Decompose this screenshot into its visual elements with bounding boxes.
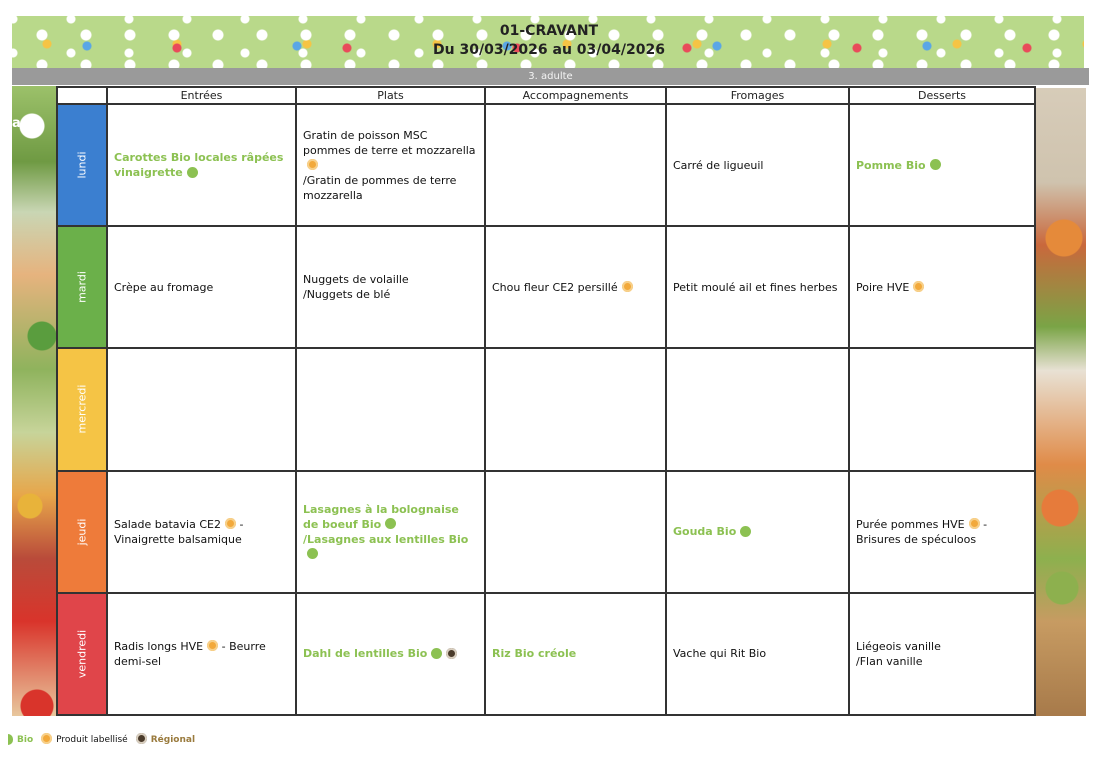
day-label-cell	[57, 104, 107, 226]
day-row-mercredi	[57, 348, 1035, 470]
dish-name: Nuggets de volaille	[303, 273, 409, 287]
day-label-cell	[57, 471, 107, 593]
menu-cell-plats	[296, 471, 485, 593]
dish-name: Carré de ligueuil	[673, 158, 764, 172]
menu-cell-entrees	[107, 593, 296, 715]
legend-regional: Régional	[150, 734, 196, 745]
menu-cell-desserts	[849, 348, 1035, 470]
date-range: Du 30/03/2026 au 03/04/2026	[433, 42, 665, 58]
menu-cell-entrees	[107, 471, 296, 593]
menu-cell-accompagnements	[485, 471, 666, 593]
dish-alternative-line	[303, 173, 478, 203]
dish-name: Carottes Bio locales râpées vinaigrette	[114, 151, 284, 180]
dish-line	[856, 639, 1028, 654]
menu-title	[0, 22, 1098, 60]
dish-name: Poire HVE	[856, 280, 910, 294]
dish-line	[492, 646, 659, 661]
column-header-accompagnements: Accompagnements	[485, 87, 666, 104]
menu-cell-plats	[296, 348, 485, 470]
bio-badge-icon	[740, 526, 751, 537]
menu-cell-plats	[296, 226, 485, 348]
dish-alternative-line	[856, 654, 1028, 669]
legend-label: Produit labellisé	[56, 734, 128, 745]
right-decoration-image	[1034, 88, 1086, 716]
dish-line	[673, 646, 842, 661]
dish-suffix: - Vinaigrette balsamique	[114, 517, 244, 546]
dish-line	[114, 280, 289, 295]
dish-name: Lasagnes à la bolognaise de boeuf Bio	[303, 502, 459, 531]
dish-name: Pomme Bio	[856, 158, 926, 172]
audience-bar: 3. adulte	[12, 68, 1089, 85]
day-row-mardi	[57, 226, 1035, 348]
day-row-lundi	[57, 104, 1035, 226]
dish-name: Vache qui Rit Bio	[673, 647, 767, 661]
menu-cell-accompagnements	[485, 348, 666, 470]
menu-cell-entrees	[107, 348, 296, 470]
day-label: mardi	[75, 271, 89, 304]
menu-table	[56, 86, 1036, 716]
label-badge-icon	[622, 281, 633, 292]
dish-name: Riz Bio créole	[492, 647, 577, 661]
dish-line	[492, 280, 659, 295]
label-badge-icon	[307, 159, 318, 170]
menu-cell-desserts	[849, 226, 1035, 348]
dish-name: Gratin de poisson MSC pommes de terre et mozzarella	[303, 128, 476, 157]
menu-cell-fromages	[666, 226, 849, 348]
dish-line	[303, 646, 478, 661]
dish-line	[114, 639, 289, 669]
menu-cell-fromages	[666, 593, 849, 715]
label-badge-icon	[969, 518, 980, 529]
menu-cell-fromages	[666, 348, 849, 470]
dish-name: Radis longs HVE	[114, 639, 204, 653]
label-badge-icon	[207, 640, 218, 651]
menu-cell-entrees	[107, 104, 296, 226]
dish-name: Chou fleur CE2 persillé	[492, 280, 618, 294]
site-name: 01-CRAVANT	[499, 23, 599, 39]
bio-badge-icon	[307, 548, 318, 559]
day-row-jeudi	[57, 471, 1035, 593]
regional-badge-icon	[446, 648, 457, 659]
legend-bio: Bio	[17, 734, 34, 745]
menu-cell-desserts	[849, 593, 1035, 715]
bio-badge-icon	[431, 648, 442, 659]
header-corner	[57, 87, 107, 104]
menu-cell-accompagnements	[485, 104, 666, 226]
dish-line	[856, 158, 1028, 173]
dish-line	[673, 524, 842, 539]
dish-name: Purée pommes HVE	[856, 517, 965, 531]
dish-suffix: - Beurre demi-sel	[114, 639, 266, 668]
menu-cell-desserts	[849, 471, 1035, 593]
menu-cell-plats	[296, 593, 485, 715]
brand-logo: api	[12, 116, 35, 131]
dish-line	[303, 272, 478, 287]
day-label: vendredi	[75, 629, 89, 679]
dish-name: Liégeois vanille	[856, 639, 941, 653]
dish-line	[114, 517, 289, 547]
dish-alternative-line	[303, 532, 478, 562]
day-label-cell	[57, 226, 107, 348]
menu-cell-desserts	[849, 104, 1035, 226]
bio-badge-icon	[187, 167, 198, 178]
bio-leaf-icon	[8, 734, 13, 745]
dish-name: Gouda Bio	[673, 525, 737, 539]
label-badge-icon	[41, 733, 52, 744]
menu-cell-fromages	[666, 471, 849, 593]
dish-line	[856, 280, 1028, 295]
column-header-fromages: Fromages	[666, 87, 849, 104]
dish-name: Salade batavia CE2	[114, 517, 221, 531]
day-label: jeudi	[75, 518, 89, 546]
dish-line	[856, 517, 1028, 547]
dish-alternative: /Lasagnes aux lentilles Bio	[303, 532, 469, 546]
column-header-desserts: Desserts	[849, 87, 1035, 104]
dish-alternative: /Gratin de pommes de terre mozzarella	[303, 173, 457, 202]
dish-line	[673, 158, 842, 173]
regional-badge-icon	[136, 733, 147, 744]
legend	[8, 734, 195, 745]
label-badge-icon	[913, 281, 924, 292]
dish-line	[303, 128, 478, 173]
dish-suffix: - Brisures de spéculoos	[856, 517, 988, 546]
dish-line	[673, 280, 842, 295]
label-badge-icon	[225, 518, 236, 529]
bio-badge-icon	[930, 159, 941, 170]
day-row-vendredi	[57, 593, 1035, 715]
dish-alternative-line	[303, 287, 478, 302]
dish-alternative: /Nuggets de blé	[303, 288, 391, 302]
dish-name: Dahl de lentilles Bio	[303, 647, 428, 661]
day-label-cell	[57, 348, 107, 470]
menu-cell-accompagnements	[485, 226, 666, 348]
column-header-plats: Plats	[296, 87, 485, 104]
day-label-cell	[57, 593, 107, 715]
left-decoration-image	[12, 86, 56, 716]
menu-cell-plats	[296, 104, 485, 226]
dish-line	[114, 150, 289, 180]
day-label: mercredi	[75, 385, 89, 434]
menu-cell-fromages	[666, 104, 849, 226]
day-label: lundi	[75, 151, 89, 179]
dish-line	[303, 502, 478, 532]
menu-cell-accompagnements	[485, 593, 666, 715]
dish-alternative: /Flan vanille	[856, 654, 923, 668]
column-header-entrees: Entrées	[107, 87, 296, 104]
bio-badge-icon	[385, 518, 396, 529]
menu-cell-entrees	[107, 226, 296, 348]
dish-name: Crèpe au fromage	[114, 280, 214, 294]
dish-name: Petit moulé ail et fines herbes	[673, 280, 838, 294]
column-header-row	[57, 87, 1035, 104]
